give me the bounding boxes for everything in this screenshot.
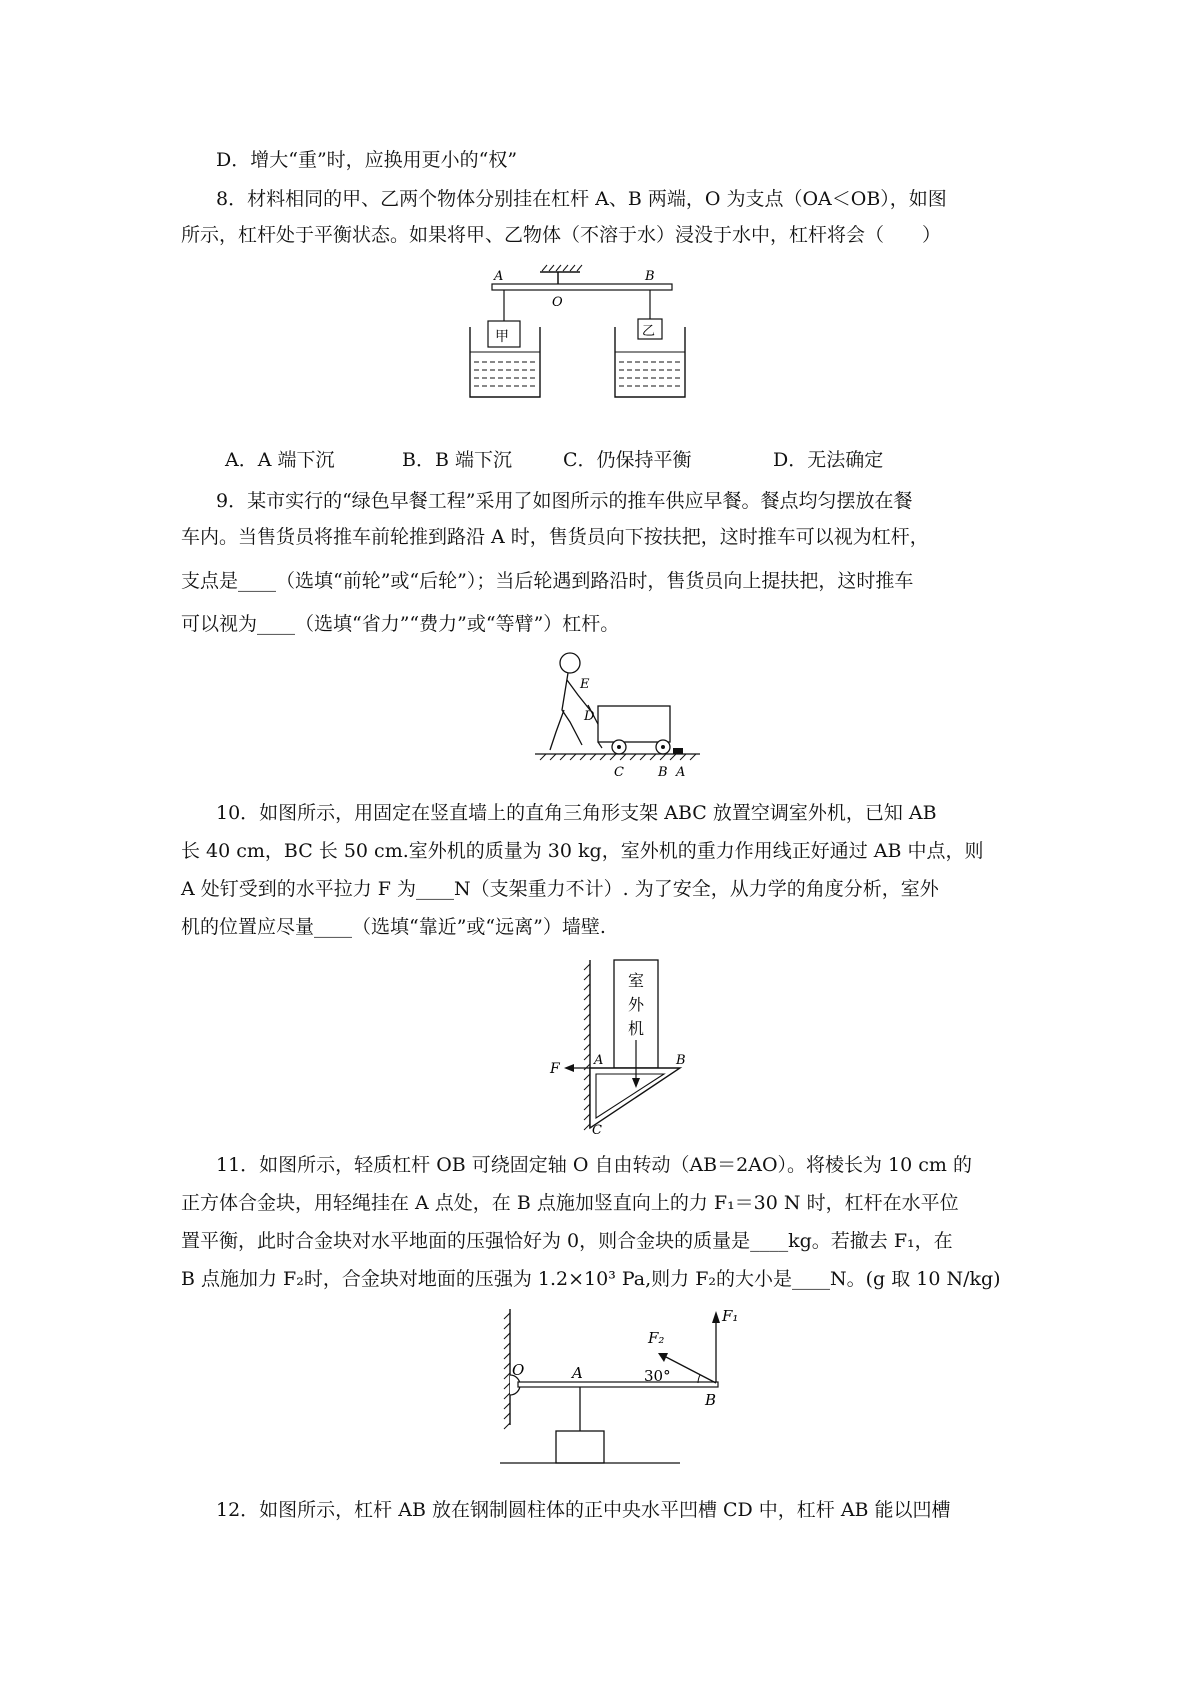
q10-unit-char3: 机 <box>628 1019 645 1038</box>
q10-text-line2: 长 40 cm，BC 长 50 cm.室外机的质量为 30 kg，室外机的重力作用线正好通过 AB 中点，则 <box>181 840 984 862</box>
q11-label-o: O <box>512 1361 525 1379</box>
q10-label-b: B <box>676 1053 686 1068</box>
q10-unit-char2: 外 <box>628 995 645 1014</box>
q10-text-line1: 10．如图所示，用固定在竖直墙上的直角三角形支架 ABC 放置空调室外机，已知 AB <box>216 802 937 824</box>
q12-text-line1: 12．如图所示，杠杆 AB 放在钢制圆柱体的正中央水平凹槽 CD 中，杠杆 AB 能以凹槽 <box>216 1499 951 1521</box>
q9-text-line3: 支点是____（选填“前轮”或“后轮”）；当后轮遇到路沿时，售货员向上提扶把，这时推车 <box>181 570 914 592</box>
q11-label-a: A <box>572 1364 583 1382</box>
q8-label-a: A <box>494 269 504 284</box>
q8-block-yi: 乙 <box>642 324 656 339</box>
q11-label-f2: F₂ <box>648 1329 665 1347</box>
q9-label-d: D <box>584 709 595 724</box>
q9-text-line2: 车内。当售货员将推车前轮推到路沿 A 时，售货员向下按扶把，这时推车可以视为杠杆， <box>181 526 929 548</box>
q11-label-b: B <box>705 1391 717 1409</box>
q11-text-line2: 正方体合金块，用轻绳挂在 A 点处，在 B 点施加竖直向上的力 F₁＝30 N 时，杠杆在水平位 <box>181 1192 959 1214</box>
q8-text-line1: 8．材料相同的甲、乙两个物体分别挂在杠杆 A、B 两端，O 为支点（OA＜OB），如图 <box>216 188 947 210</box>
q8-option-d: D．无法确定 <box>773 449 884 471</box>
q10-text-line3: A 处钉受到的水平拉力 F 为____N（支架重力不计）. 为了安全，从力学的角度分析，室外 <box>181 878 939 900</box>
q9-text-line4: 可以视为____（选填“省力”“费力”或“等臂”）杠杆。 <box>181 613 620 635</box>
q7-option-d: D．增大“重”时，应换用更小的“权” <box>216 149 518 171</box>
q10-bracket-figure <box>548 958 708 1138</box>
q8-label-b: B <box>645 269 655 284</box>
q9-label-a: A <box>676 765 686 780</box>
q10-label-c: C <box>592 1123 602 1138</box>
q8-label-o: O <box>552 295 563 310</box>
q11-text-line1: 11．如图所示，轻质杠杆 OB 可绕固定轴 O 自由转动（AB＝2AO）。将棱长为 10 cm 的 <box>216 1154 972 1176</box>
q9-label-c: C <box>614 765 624 780</box>
q10-label-f: F <box>550 1061 560 1077</box>
q8-option-a: A．A 端下沉 <box>225 449 335 471</box>
q9-label-b: B <box>658 765 668 780</box>
q9-cart-figure <box>540 650 720 786</box>
q8-text-line2: 所示，杠杆处于平衡状态。如果将甲、乙物体（不溶于水）浸没于水中，杠杆将会（ ） <box>181 224 942 246</box>
q11-text-line3: 置平衡，此时合金块对水平地面的压强恰好为 0，则合金块的质量是____kg。若撤去 F₁，在 <box>181 1230 953 1252</box>
q10-unit-char1: 室 <box>628 971 645 990</box>
q10-label-a: A <box>594 1053 604 1068</box>
q11-label-f1: F₁ <box>722 1307 739 1325</box>
q8-option-b: B．B 端下沉 <box>402 449 512 471</box>
q11-lever-figure <box>500 1305 740 1481</box>
q9-text-line1: 9．某市实行的“绿色早餐工程”采用了如图所示的推车供应早餐。餐点均匀摆放在餐 <box>216 490 913 512</box>
q8-lever-figure <box>480 262 730 438</box>
q8-block-jia: 甲 <box>495 329 509 345</box>
q10-text-line4: 机的位置应尽量____（选填“靠近”或“远离”）墙壁. <box>181 916 606 938</box>
q9-label-e: E <box>580 677 590 692</box>
q8-option-c: C．仍保持平衡 <box>563 449 692 471</box>
q11-text-line4: B 点施加力 F₂时，合金块对地面的压强为 1.2×10³ Pa,则力 F₂的大小是____N。(g 取 10 N/kg) <box>181 1268 1001 1290</box>
q11-label-angle: 30° <box>644 1367 671 1385</box>
